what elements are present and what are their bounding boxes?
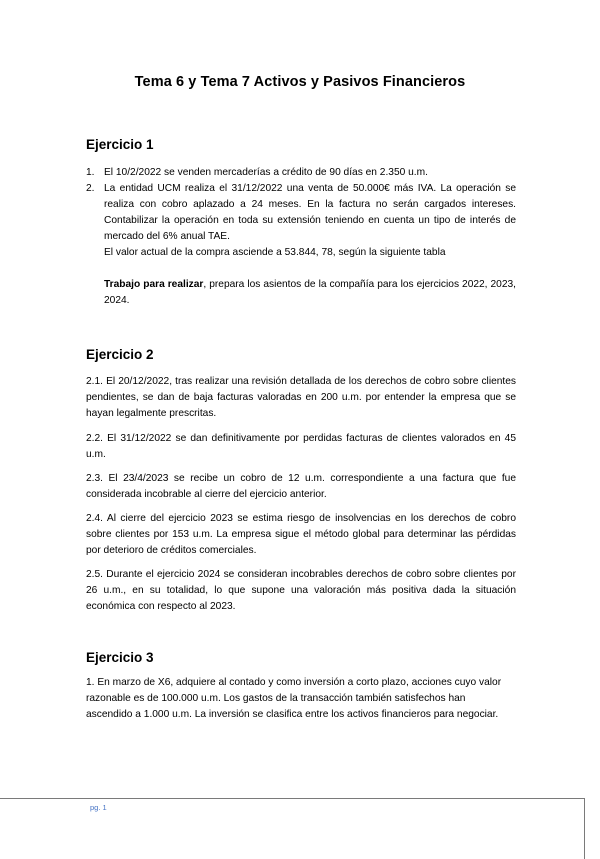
ejercicio-2-item-4: 2.4. Al cierre del ejercicio 2023 se estima riesgo de insolvencias en los derechos de cobro sobre clientes por 153 u.m. La empresa sigue el método global para determinar las pérdidas por deterioro de créditos comerciales. (86, 513, 516, 556)
task-label: Trabajo para realizar (104, 279, 204, 290)
document-title: Tema 6 y Tema 7 Activos y Pasivos Financieros (134, 74, 466, 90)
ejercicio-2-item-3: 2.3. El 23/4/2023 se recibe un cobro de 12 u.m. correspondiente a una factura que fue considerada incobrable al cierre del ejercicio anterior. (86, 473, 516, 500)
ejercicio-1-task (104, 277, 516, 309)
ejercicio-1-item-1-number: 1. (86, 167, 95, 178)
task-text: , prepara los asientos de la compañía para los ejercicios 2022, 2023, 2024. (104, 279, 516, 306)
ejercicio-3-item-1: 1. En marzo de X6, adquiere al contado y como inversión a corto plazo, acciones cuyo valor razonable es de 100.000 u.m. Los gastos de la transacción también satisfechos han ascendido a 1.000 u.m. La inversión se clasifica entre los activos financieros para negociar. (86, 677, 502, 720)
ejercicio-2-item-2: 2.2. El 31/12/2022 se dan definitivamente por perdidas facturas de clientes valorados en 45 u.m. (86, 433, 516, 460)
ejercicio-1-item-2-number: 2. (86, 183, 95, 194)
ejercicio-1-heading: Ejercicio 1 (86, 137, 154, 152)
ejercicio-2-item-1: 2.1. El 20/12/2022, tras realizar una revisión detallada de los derechos de cobro sobre clientes pendientes, se dan de baja facturas valoradas en 200 u.m. por entender la empresa que se hayan legalmente prescritas. (86, 376, 516, 419)
ejercicio-2-item-5: 2.5. Durante el ejercicio 2024 se consideran incobrables derechos de cobro sobre clientes por 26 u.m., en su totalidad, lo que supone una valoración más positiva dada la situación económica con respecto al 2023. (86, 569, 516, 612)
ejercicio-1-item-2-text: La entidad UCM realiza el 31/12/2022 una venta de 50.000€ más IVA. La operación se realiza con cobro aplazado a 24 meses. En la factura no serán cargados intereses. Contabilizar la operación en toda su extensión teniendo en cuenta un tipo de interés de mercado del 6% anual TAE. (104, 183, 516, 242)
ejercicio-1-item-2-extra: El valor actual de la compra asciende a 53.844, 78, según la siguiente tabla (104, 247, 446, 258)
ejercicio-2-heading: Ejercicio 2 (86, 347, 154, 362)
footer-page-number: pg. 1 (90, 803, 107, 812)
ejercicio-1-item-1-text: El 10/2/2022 se venden mercaderías a crédito de 90 días en 2.350 u.m. (104, 167, 428, 178)
ejercicio-3-heading: Ejercicio 3 (86, 650, 154, 665)
footer-box (0, 798, 585, 859)
